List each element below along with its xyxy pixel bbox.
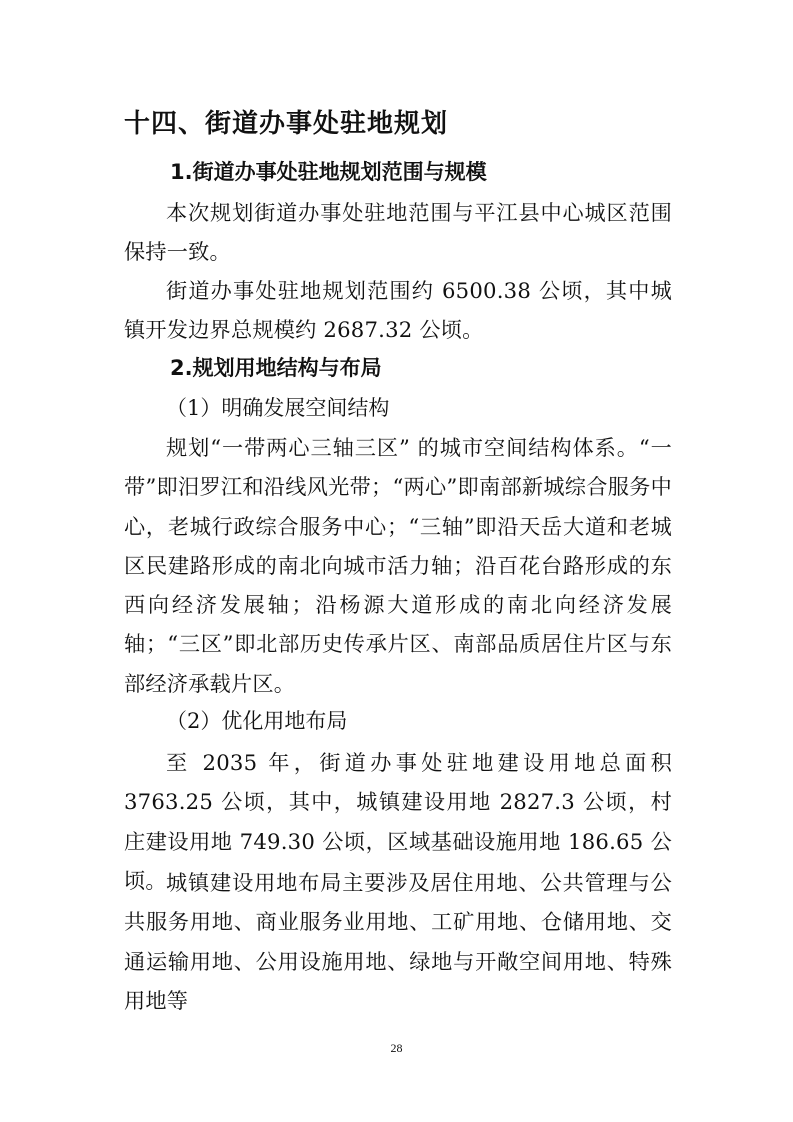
section-title: 十四、街道办事处驻地规划 [124, 109, 449, 139]
paragraph-planning-scope: 本次规划街道办事处驻地范围与平江县中心城区范围保持一致。 [124, 200, 672, 265]
page-number: 28 [390, 1041, 403, 1055]
subsection-1-title: 1.街道办事处驻地规划范围与规模 [170, 160, 487, 184]
paragraph-spatial-structure: 规划“一带两心三轴三区” 的城市空间结构体系。“一带”即汨罗江和沿线风光带；“两心”即南部新城综合服务中心，老城行政综合服务中心；“三轴”即沿天岳大道和老城区民建路形成的南北向城市活力轴；沿百花台路形成的东西向经济发展轴；沿杨源大道形成的南北向经济发展轴；“三区”即北部历史传承片区、南部品质居住片区与东部经济承载片区。 [124, 435, 672, 696]
subsection-2-title: 2.规划用地结构与布局 [170, 356, 382, 380]
paragraph-construction-land-area: 至 2035 年，街道办事处驻地建设用地总面积 3763.25 公顷，其中，城镇建设用地 2827.3 公顷，村庄建设用地 749.30 公顷，区域基础设施用地 186.65 公顷。 [124, 750, 672, 893]
paragraph-planning-scale: 街道办事处驻地规划范围约 6500.38 公顷，其中城镇开发边界总规模约 2687.32 公顷。 [124, 278, 672, 343]
part-1-title: （1）明确发展空间结构 [166, 396, 390, 420]
part-2-title: （2）优化用地布局 [166, 709, 348, 733]
paragraph-land-use-layout: 城镇建设用地布局主要涉及居住用地、公共管理与公共服务用地、商业服务业用地、工矿用地、仓储用地、交通运输用地、公用设施用地、绿地与开敞空间用地、特殊用地等 [124, 870, 672, 1013]
